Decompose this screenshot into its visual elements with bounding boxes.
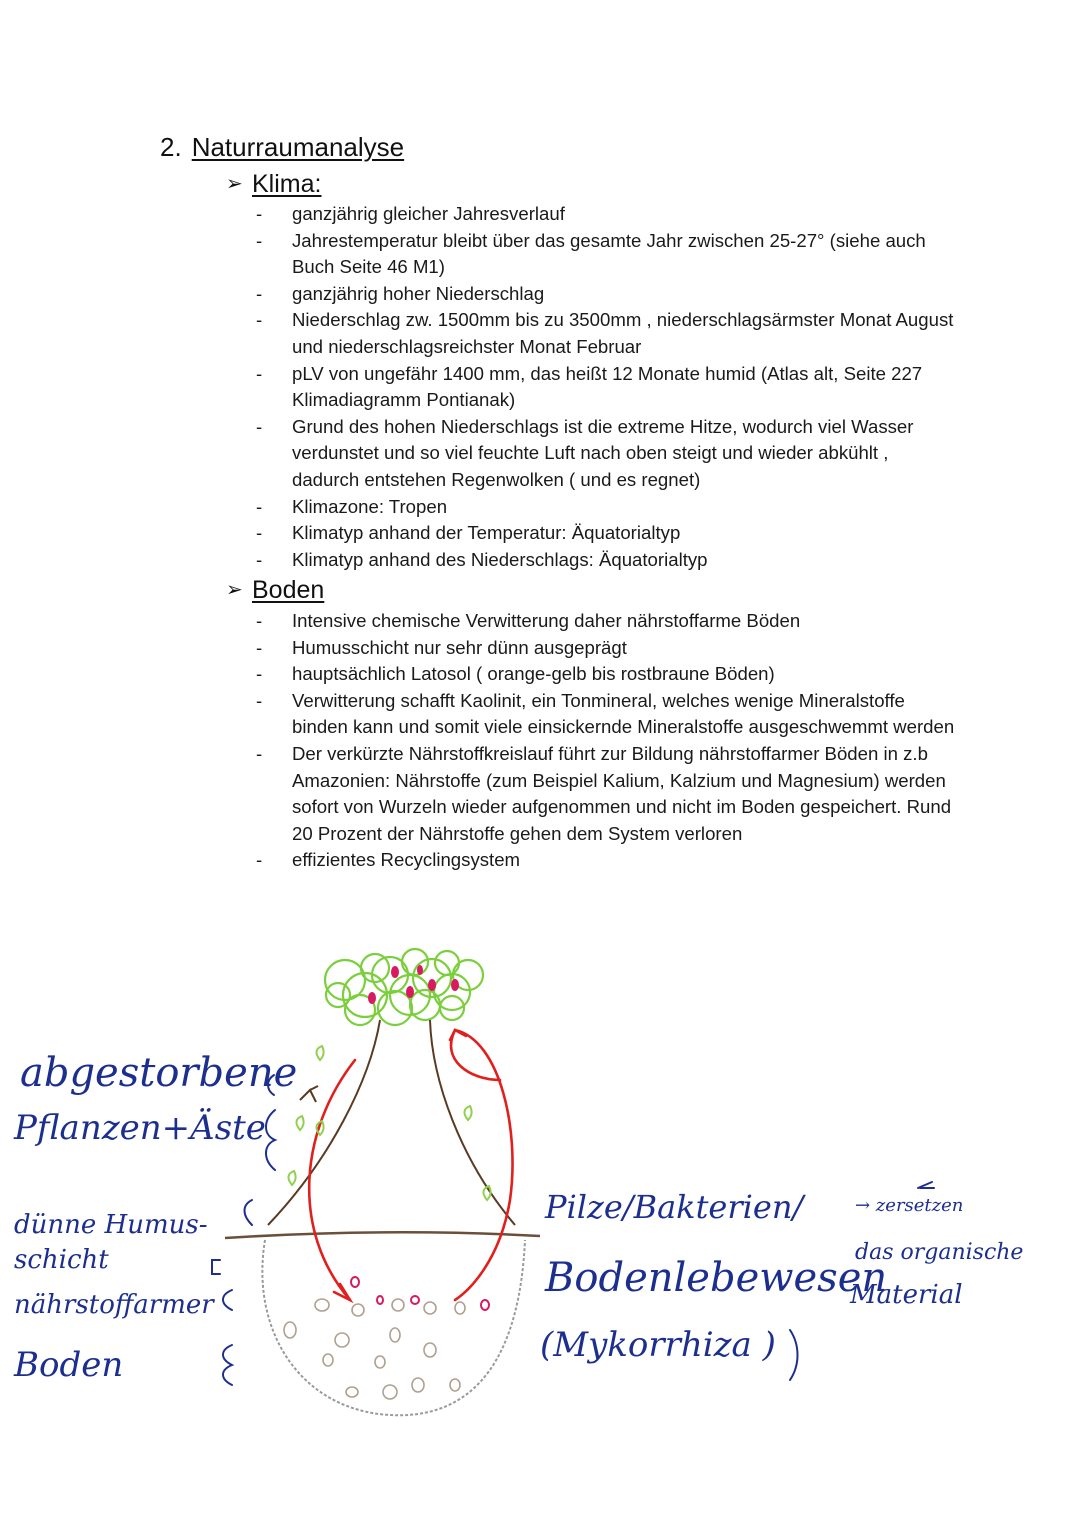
label-humus-line2: schicht [14, 1245, 109, 1275]
dash-bullet: - [256, 282, 263, 304]
dash-bullet: - [256, 522, 263, 544]
dash-bullet: - [256, 849, 263, 871]
boden-heading [226, 574, 324, 606]
list-item: - Intensive chemische Verwitterung daher nährstoffarme Böden [256, 608, 956, 635]
tree-canopy [325, 949, 483, 1025]
klima-heading [226, 168, 321, 200]
tree-trunk [268, 1020, 515, 1225]
dash-bullet: - [256, 415, 263, 437]
arrow-bullet-icon: ➢ [226, 173, 243, 195]
dash-bullet: - [256, 548, 263, 570]
list-item: - Klimatyp anhand des Niederschlags: Äquatorialtyp [256, 547, 956, 574]
list-item: - Verwitterung schafft Kaolinit, ein Tonmineral, welches wenige Mineralstoffe binden kann und somit viele einsickernde Mineralstoffe ausgeschwemmt werden [256, 689, 955, 738]
label-mycorrhiza: (Mykorrhiza ) [540, 1325, 776, 1365]
dash-bullet: - [256, 203, 263, 224]
list-item: - ganzjährig hoher Niederschlag [256, 281, 956, 308]
dash-bullet: - [256, 495, 263, 517]
label-organic-note: das organische [855, 1240, 1024, 1265]
dash-bullet: - [256, 742, 263, 764]
falling-leaves [288, 1046, 490, 1200]
label-dead-plants-line1: abgestorbene [20, 1050, 298, 1096]
dash-bullet: - [256, 229, 263, 251]
list-item: - ganzjährig gleicher Jahresverlauf [256, 201, 956, 228]
nutrient-cycle-arrows [309, 1030, 512, 1300]
dash-bullet: - [256, 309, 263, 331]
falling-twig [300, 1086, 318, 1102]
list-item: - Humusschicht nur sehr dünn ausgeprägt [256, 635, 956, 662]
arrow-bullet-icon: ➢ [226, 579, 243, 601]
label-soil-organisms: Bodenlebewesen [545, 1255, 888, 1301]
section-number: 2. [160, 132, 182, 162]
label-decompose-note: → zersetzen [855, 1195, 964, 1216]
dash-bullet: - [256, 610, 263, 631]
list-item: - Klimazone: Tropen [256, 494, 956, 521]
list-item: - effizientes Recyclingsystem [256, 847, 956, 874]
label-humus-line1: dünne Humus- [14, 1210, 208, 1240]
list-item: - Niederschlag zw. 1500mm bis zu 3500mm , niederschlagsärmster Monat August und niederschlagsreichster Monat Februar [256, 309, 954, 357]
list-item: - Grund des hohen Niederschlags ist die extreme Hitze, wodurch viel Wasser verdunstet und so viel feuchte Luft nach oben steigt und wieder abkühlt , dadurch entstehen Regenwolken ( und es regnet) [256, 415, 914, 490]
section-heading [160, 130, 404, 164]
boden-title: Boden [252, 576, 325, 604]
klima-list [256, 201, 956, 573]
list-item: - Der verkürzte Nährstoffkreislauf führt zur Bildung nährstoffarmer Böden in z.b Amazonien: Nährstoffe (zum Beispiel Kalium, Kalzium und Magnesium) werden sofort von Wurzeln wieder aufgenommen und nicht im Boden gespeichert. Rund 20 Prozent der Nährstoffe gehen dem System verloren [256, 742, 952, 844]
soil-particles [284, 1299, 465, 1399]
nutrient-particles [351, 1277, 489, 1310]
label-dead-plants-line2: Pflanzen+Äste [14, 1108, 266, 1148]
list-item: - Jahrestemperatur bleibt über das gesamte Jahr zwischen 25-27° (siehe auch Buch Seite 46 M1) [256, 229, 926, 278]
dash-bullet: - [256, 362, 263, 384]
dash-bullet: - [256, 689, 263, 711]
klima-title: Klima: [252, 170, 322, 198]
label-soil-line1: nährstoffarmer [14, 1290, 214, 1320]
dash-bullet: - [256, 663, 263, 685]
nutrient-cycle-sketch [0, 930, 1080, 1450]
boden-list [256, 608, 956, 874]
ground-line [225, 1232, 540, 1238]
list-item: - Klimatyp anhand der Temperatur: Äquatorialtyp [256, 520, 956, 547]
list-item: - pLV von ungefähr 1400 mm, das heißt 12 Monate humid (Atlas alt, Seite 227 Klimadiagramm Pontianak) [256, 362, 923, 411]
dash-bullet: - [256, 636, 263, 658]
list-item: - hauptsächlich Latosol ( orange-gelb bis rostbraune Böden) [256, 661, 956, 688]
section-title: Naturraumanalyse [191, 132, 405, 162]
label-fungi-bacteria: Pilze/Bakterien/ [545, 1188, 804, 1226]
label-soil-line2: Boden [14, 1345, 124, 1385]
label-material-note: Material [850, 1280, 963, 1310]
